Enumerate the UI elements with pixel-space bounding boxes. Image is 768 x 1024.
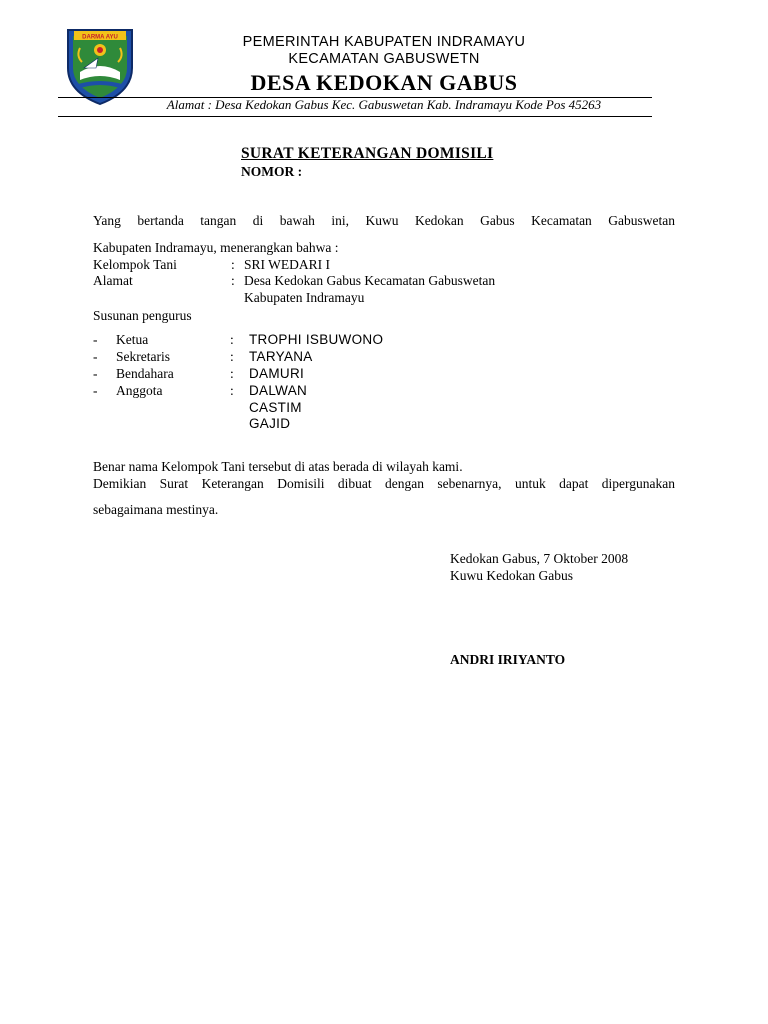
address-label: Alamat [93,273,133,288]
group-value: SRI WEDARI I [244,257,330,272]
board-label: Susunan pengurus [93,308,192,323]
signature-name: ANDRI IRIYANTO [450,652,566,667]
list-bullet: - [93,366,98,381]
header-divider-bottom [58,116,652,117]
group-label: Kelompok Tani [93,257,177,272]
board-name: TARYANA [249,349,313,364]
intro-line-1: Yang bertanda tangan di bawah ini, Kuwu Kedokan Gabus Kecamatan Gabuswetan [93,213,675,228]
list-bullet: - [93,383,98,398]
address-value-line-2: Kabupaten Indramayu [244,290,365,305]
board-role: Ketua [116,332,149,347]
board-name: DALWAN [249,383,308,398]
intro-line-2: Kabupaten Indramayu, menerangkan bahwa : [93,240,339,255]
header-village: DESA KEDOKAN GABUS [250,70,518,95]
closing-line-3: sebagaimana mestinya. [93,502,219,517]
board-name: DAMURI [249,366,305,381]
address-value-line-1: Desa Kedokan Gabus Kecamatan Gabuswetan [244,273,496,288]
signature-place-date: Kedokan Gabus, 7 Oktober 2008 [450,551,629,566]
board-role: Bendahara [116,366,174,381]
closing-line-2: Demikian Surat Keterangan Domisili dibuat dengan sebenarnya, untuk dapat dipergunakan [93,476,675,491]
letter-title: SURAT KETERANGAN DOMISILI [241,145,494,162]
board-role: Anggota [116,383,163,398]
signature-position: Kuwu Kedokan Gabus [450,568,573,583]
board-role: Sekretaris [116,349,170,364]
member-name: CASTIM [249,400,302,415]
board-colon: : [230,366,234,381]
closing-line-1: Benar nama Kelompok Tani tersebut di atas berada di wilayah kami. [93,459,463,474]
board-colon: : [230,349,234,364]
list-bullet: - [93,349,98,364]
letter-number: NOMOR : [241,164,303,179]
logo-banner-text: DARMA AYU [82,34,118,41]
member-name: GAJID [249,416,291,431]
board-colon: : [230,332,234,347]
board-colon: : [230,383,234,398]
group-colon: : [231,257,235,272]
header-district: KECAMATAN GABUSWETN [288,51,480,67]
board-name: TROPHI ISBUWONO [249,332,384,347]
address-colon: : [231,273,235,288]
list-bullet: - [93,332,98,347]
header-government: PEMERINTAH KABUPATEN INDRAMAYU [242,34,526,50]
header-address: Alamat : Desa Kedokan Gabus Kec. Gabuswetan Kab. Indramayu Kode Pos 45263 [166,97,602,112]
